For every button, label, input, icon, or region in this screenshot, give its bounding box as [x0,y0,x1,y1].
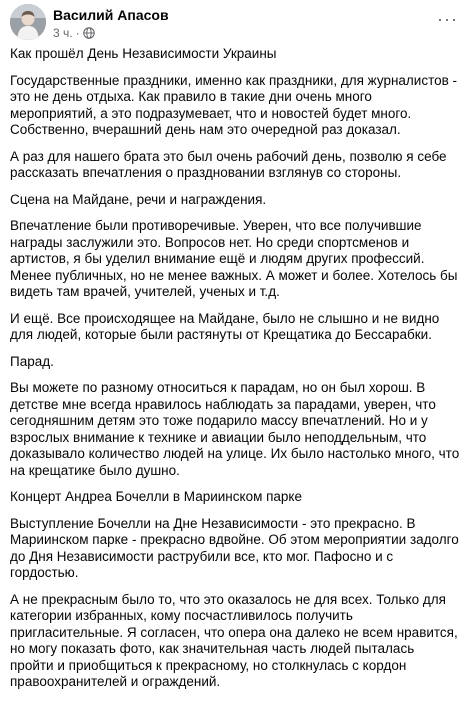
globe-icon [83,27,95,39]
paragraph: Впечатление были противоречивые. Уверен, что все получившие награды заслужили это. Вопросов нет. Но среди спортсменов и артистов, я бы уделил внимание ещё и людям других профессий. Менее публичных, но не менее важных. А может и более. Хотелось бы видеть там врачей, учителей, ученых и т.д. [10,218,458,299]
paragraph: А раз для нашего брата это был очень рабочий день, позволю я себе рассказать впечатления о праздновании взглянув со стороны. [10,148,447,180]
paragraph: И ещё. Все происходящее на Майдане, было не слышно и не видно для людей, которые были растянуты от Крещатика до Бессарабки. [10,310,440,342]
paragraph: Государственные праздники, именно как праздники, для журналистов - это не день отдыха. Как правило в такие дни очень много мероприятий, а это подразумевает, что и новостей будет много. Собственно, вчерашний день нам это очередной раз доказал. [10,72,458,137]
post-meta: 3 ч. · [53,26,95,40]
section-heading: Сцена на Майдане, речи и награждения. [10,191,267,207]
post-body [10,46,460,701]
post-timestamp[interactable]: 3 ч. [53,26,73,40]
post-header [10,4,460,44]
section-heading: Парад. [10,353,54,369]
avatar[interactable] [10,4,46,40]
author-name[interactable]: Василий Апасов [53,7,169,23]
paragraph: Выступление Бочелли на Дне Независимости - это прекрасно. В Мариинском парке - прекрасно вдвойне. Об этом мероприятии задолго до Дня Независимости раструбили все, кто мог. Пафосно и с гордостью. [10,515,459,580]
avatar-photo [10,4,46,40]
paragraph: Вы можете по разному относиться к парадам, но он был хорош. В детстве мне всегда нравилось наблюдать за парадами, уверен, что сегодняшним детям это тоже подарило массу впечатлений. Но и у взрослых внимание к технике и авиации было неподдельным, что доказывало количество людей на улице. Их было настолько много, что на крещатике было душно. [10,380,460,478]
post-title: Как прошёл День Независимости Украины [10,46,277,61]
paragraph: А не прекрасным было то, что это оказалось не для всех. Только для категории избранных, кому посчастливилось получить пригласительные. Я согласен, что опера она далеко не всем нравится, но могу показать фото, как значительная часть людей пыталась пройти и приобщиться к прекрасному, но столкнулась с кордон правоохранителей и ограждений. [10,591,458,689]
section-heading: Концерт Андреа Бочелли в Мариинском парке [10,489,302,504]
more-options-icon[interactable]: ··· [437,9,458,29]
